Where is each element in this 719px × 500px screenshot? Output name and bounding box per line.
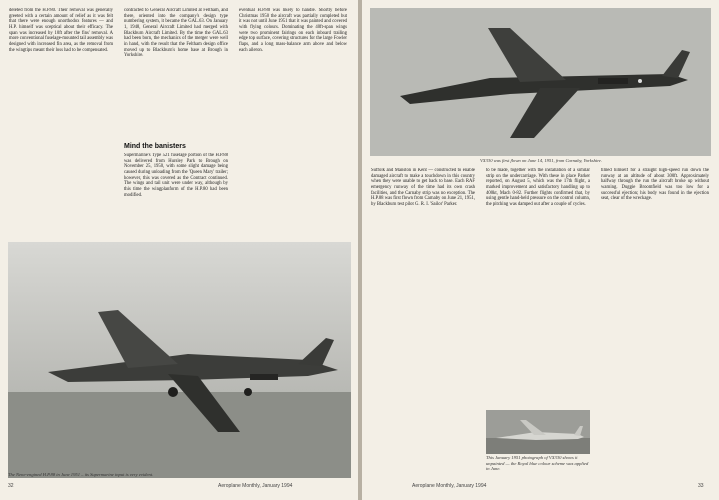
left-page-footer: Aeroplane Monthly, January 1994 <box>218 483 293 489</box>
left-page <box>0 0 358 500</box>
right-photo-caption: VX330 was first flown on June 14, 1951, from Carnaby, Yorkshire. <box>480 158 602 163</box>
right-column-3-text: timed himself for a straight high-speed run down the runway at an altitude of about 300ft. Approximately halfway through the run the aircraft broke up without warning. Duggie Broomfield was too low for a successful ejection; his body was found in the ejection seat, clear of the wreckage. <box>601 168 709 202</box>
left-column-1 <box>9 8 113 240</box>
right-column-2-text: to be made, together with the installation of a similar strip on the undercarriage. With these in place Parker reported, on August 5, which was the 17th flight, a marked improvement and satisfactory handling up to 400kt, Mach 0-82. Further flights confirmed that, by using gentle hand-held pressure on the control column, the pitching was damped out after a couple of cycles. <box>486 168 590 207</box>
right-column-2 <box>486 168 590 404</box>
section-text-body: Supermarine's Type 521 fuselage portion of the H.P.88 was delivered from Hursley Park to Brough on November 25, 1950, with some slight damage being caused during unloading from the 'Queen Mary' trailer; however, this was covered as the Contract continued. The wings and tail unit were under way, although by this time the wingplanform of the H.P.80 had been modified. <box>124 153 228 198</box>
aircraft-photo-vx330-ground-image <box>486 410 590 454</box>
section-heading: Mind the banisters <box>124 143 186 150</box>
left-column-2-text: contracted to General Aircraft Limited at Feltham, and there, oriented into the company's design type numbering system, it became the GAL.63. On January 1, 1948, General Aircraft Limited had merged with Blackburn Aircraft Limited. By the time the GAL.63 had been born, the mechanics of the merger were well in hand, with the result that the Feltham design office moved up to Blackburn's home base at Brough in Yorkshire. <box>124 8 228 59</box>
aircraft-photo-hp88-image <box>8 242 351 478</box>
inset-photo-caption: This January 1951 photograph of VX330 shows it unpainted — the Royal blue colour scheme was applied in June. <box>486 455 589 471</box>
aircraft-photo-vx330-ground <box>486 410 590 454</box>
right-page-number: 33 <box>698 483 704 489</box>
left-column-1-text: deleted from the H.P.80. Their removal was generally greeted with a certain amount of relief as it was felt that there were enough unorthodox features — and H.P. himself was sceptical about their efficacy. The span was increased by 10ft after the fins' removal. A more conventional fuselage-mounted tail assembly was designed with increased fin area, as the removal from the wingtips meant their loss had to be compensated. <box>9 8 113 53</box>
right-column-1-text: Suffolk and Manston in Kent — constructed to enable damaged aircraft to make a touchdown in this country when they were unable to get back to base. Each RAF emergency runway of the time had its own crash facilities, and the Carnaby strip was no exception. The H.P.88 was first flown from Carnaby on June 21, 1951, by Blackburn test pilot G. R. I. 'Sailor' Parker. <box>371 168 475 207</box>
left-photo-caption: The Nene-engined H.P.88 in June 1951 – its Supermarine input is very evident. <box>8 472 154 477</box>
left-column-3-text: eventual H.P.80 was likely to handle. Shortly before Christmas 1950 the aircraft was partially completed but it was not until June 1951 that it was painted and covered with flying colours. Dominating the 40ft-span wings were two prominent fairings on each inboard trailing edge top surface, covering structures for the large Fowler flaps, and a long mass-balance arm above and below each aileron. <box>239 8 347 53</box>
left-column-3 <box>239 8 347 240</box>
left-page-number: 32 <box>8 483 14 489</box>
aircraft-photo-vx330-flight <box>370 8 711 156</box>
right-column-1 <box>371 168 475 478</box>
right-page <box>362 0 719 500</box>
aircraft-photo-hp88 <box>8 242 351 478</box>
section-text <box>124 153 228 240</box>
left-column-2 <box>124 8 228 140</box>
right-column-3 <box>601 168 709 478</box>
aircraft-photo-vx330-flight-image <box>370 8 711 156</box>
right-page-footer: Aeroplane Monthly, January 1994 <box>412 483 487 489</box>
